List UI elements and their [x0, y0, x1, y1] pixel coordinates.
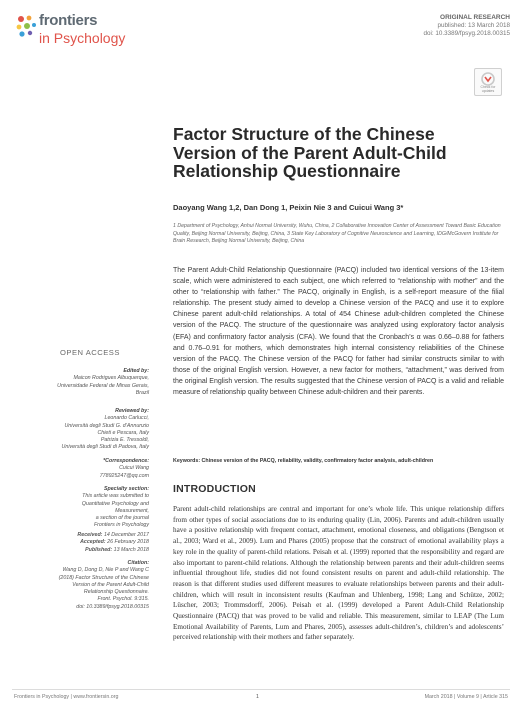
citation-line: Version of the Parent Adult-Child: [72, 581, 149, 588]
received-label: Received:: [77, 532, 103, 538]
logo-text-frontiers: frontiers: [39, 12, 98, 29]
abstract: The Parent Adult-Child Relationship Questionnaire (PACQ) included two identical versions of the 13-item scale, which were administered to each subject, one which referred to “relationship with mother” and the other to “relationship with father.” The PACQ, originally in English, is a self-report measure of the filial relationship. The present study aimed to develop a Chinese version of the PACQ and use it to explore Chinese parent adult-child relationships. A total of 454 Chinese adult-children completed the Chinese version of the PACQ. The structure of the questionnaire was analyzed using exploratory factor analysis (EFA) and confirmatory factor analysis (CFA). We found that the Cronbach’s α was 0.66–0.88 for fathers and 0.76–0.91 for mothers, which demonstrates high internal consistency reliabilities of the Chinese version of the PACQ. The Chinese version of the PACQ for father had similar constructs similar to with those of the original English version. However, a new factor for mothers, “attachment,” was derived from the original English version. The results suggested that the Chinese version of PACQ is a valid and reliable measure of relationship quality between Chinese adult-children and their parents.: [173, 267, 504, 397]
affiliations: 1 Department of Psychology, Anhui Normal University, Wuhu, China, 2 Collaborative Innovation Center of Assessment Toward Basic Education Quality, Beijing Normal University, Beijing, China, 3 State Key Laboratory of Cognitive Neuroscience and Learning, IDG/McGovern Institute for Brain Research, Beijing Normal University, Beijing, China: [173, 223, 501, 245]
specialty-label: Specialty section:: [103, 486, 149, 492]
citation-section: [19, 560, 149, 611]
introduction-body: Parent adult-child relationships are central and important for one’s whole life. This unique relationship differs from other types of social associations due to its enduring quality (Lin, 2006). Parents and adult-children usually have a positive relationship with frequent contact, attachment, emotional closeness, and obligations (Bengtson et al., 2003; Ward et al., 2009). Lum and Phares (2005) propose that the construct of emotional availability plays a key role in the quality of parent-child relations. Peisah et al. (1999) reported that the responsibility and regard are also important to parent-child relations. Although the relationship between parents and their adult-children seems influential throughout life, studies did not found consistent results on parent and adult-child relationship. The reason is that different studies used different measures to evaluate relationships between parents and their adult-children, which will result in inconsistent results (Kaufman and Uhlenberg, 1998; Lang and Schütze, 2002; Lüscher, 2003; Trommsdorff, 2006). Peisah et al. (1999) developed a Parent Adult-Child Relationship Questionnaire (PACQ) that was proved to be valid and reliable. This measurement, similar to LEAP (The Lum Emotional Availability of Parents, Lum and Phares, 2005), assesses adult-children’s, children’s and adolescents’ perceived relationship with their mothers and father separately.: [173, 505, 504, 642]
citation-line: Wang D, Dong D, Nie P and Wang C: [62, 567, 149, 574]
accepted-label: Accepted:: [80, 539, 106, 546]
page-number: 1: [256, 694, 259, 700]
correspondence-label: *Correspondence:: [103, 458, 149, 464]
reviewer-line: Università degli Studi G. d’Annunzio: [64, 422, 149, 429]
reviewed-by-section: [19, 408, 149, 452]
article-type: ORIGINAL RESEARCH: [440, 14, 510, 21]
received-date: 14 December 2017: [103, 532, 149, 538]
footer-journal-link[interactable]: Frontiers in Psychology | www.frontiersin.org: [14, 694, 119, 700]
reviewer-line[interactable]: Leonardo Carlucci,: [104, 415, 149, 422]
edited-by-section: [19, 368, 149, 397]
published-date: published: 13 March 2018: [437, 22, 510, 29]
footer-divider: [12, 689, 510, 690]
accepted-row: [19, 539, 149, 546]
received-row: [19, 532, 149, 539]
published-row: [19, 547, 149, 554]
open-access-label: OPEN ACCESS: [60, 348, 120, 357]
dates-section: [19, 532, 149, 554]
journal-logo[interactable]: [15, 12, 155, 54]
author-list[interactable]: Daoyang Wang 1,2, Dan Dong 1, Peixin Nie 3 and Cuicui Wang 3*: [173, 203, 404, 212]
editor-line[interactable]: Maicon Rodrigues Albuquerque,: [73, 375, 149, 382]
reviewer-line: Università degli Studi di Padova, Italy: [61, 444, 149, 451]
citation-doi[interactable]: doi: 10.3389/fpsyg.2018.00315: [76, 603, 149, 610]
logo-text-journal: in Psychology: [39, 30, 126, 46]
footer-issue-info: March 2018 | Volume 9 | Article 315: [424, 694, 508, 700]
correspondence-section: [19, 458, 149, 480]
specialty-line: This article was submitted to: [82, 493, 149, 500]
correspondence-name: Cuicui Wang: [119, 465, 149, 472]
specialty-line: Frontiers in Psychology: [93, 522, 149, 529]
reviewer-line: Chieti e Pescara, Italy: [97, 429, 149, 436]
citation-label: Citation:: [127, 560, 149, 566]
accepted-date: 26 February 2018: [107, 539, 149, 546]
crossmark-label: Check for updates: [480, 85, 496, 93]
crossmark-badge[interactable]: [474, 68, 502, 96]
published-date-sidebar: 13 March 2018: [113, 546, 149, 553]
specialty-line: a section of the journal: [95, 515, 149, 522]
specialty-line: Measurement,: [115, 507, 149, 514]
published-label: Published:: [85, 546, 113, 553]
specialty-line: Quantitative Psychology and: [81, 500, 149, 507]
editor-line: Brazil: [135, 389, 149, 396]
correspondence-email[interactable]: 778925247@qq.com: [99, 472, 149, 479]
citation-line: Relationship Questionnaire.: [83, 589, 149, 596]
frontiers-logo-icon: [15, 14, 37, 40]
article-meta-header: [310, 14, 510, 38]
doi-link[interactable]: doi: 10.3389/fpsyg.2018.00315: [423, 30, 510, 37]
citation-line: (2018) Factor Structure of the Chinese: [58, 574, 149, 581]
reviewed-by-label: Reviewed by:: [115, 408, 149, 414]
citation-line: Front. Psychol. 9:315.: [97, 596, 149, 603]
specialty-section: [19, 486, 149, 530]
editor-line: Universidade Federal de Minas Gerais,: [57, 382, 149, 389]
edited-by-label: Edited by:: [123, 368, 149, 374]
section-heading-introduction: INTRODUCTION: [173, 483, 256, 495]
keywords: Keywords: Chinese version of the PACQ, reliability, validity, confirmatory factor analysis, adult-children: [173, 458, 434, 464]
reviewer-line[interactable]: Patrizia E. Tressoldi,: [100, 437, 149, 444]
article-title: Factor Structure of the Chinese Version of the Parent Adult-Child Relationship Questionnaire: [173, 124, 447, 181]
